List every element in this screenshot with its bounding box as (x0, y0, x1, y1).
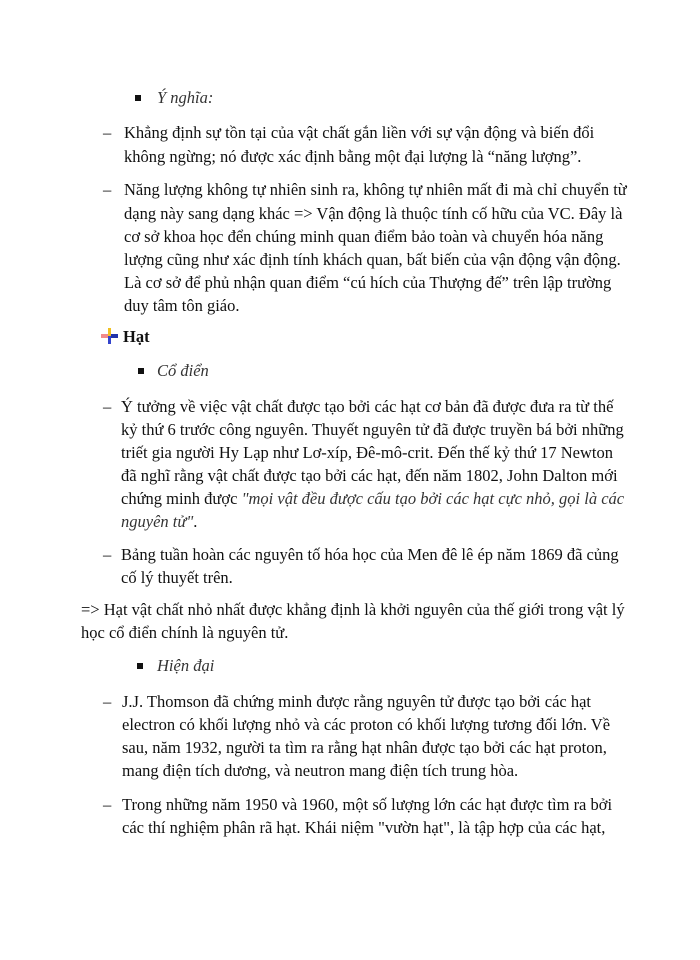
text-line: dạng này sang dạng khác => Vận động là thuộc tính cố hữu của VC. Đây là (124, 204, 623, 223)
conclusion-line: học cổ điển chính là nguyên tử. (81, 623, 289, 642)
text-line: J.J. Thomson đã chứng minh được rằng nguyên tử được tạo bởi các hạt (122, 692, 592, 711)
text-line: Là cơ sở để phủ nhận quan điểm “cú hích của Thượng đế” trên lập trường (124, 273, 612, 292)
text-line: triết gia người Hy Lạp như Lơ-xíp, Đê-mô-crit. Đến thế kỷ thứ 17 Newton (121, 443, 613, 462)
text-line: không ngừng; nó được xác định bằng một đại lượng là “năng lượng”. (124, 147, 582, 166)
dash-bullet: – (103, 180, 112, 199)
text-line: kỷ thứ 6 trước công nguyên. Thuyết nguyên tử đã được truyền bá bởi những (121, 420, 624, 439)
text-line: duy tâm tôn giáo. (124, 296, 240, 315)
text-line: sau, năm 1932, người ta tìm ra rằng hạt nhân được tạo bởi các hạt proton, (122, 738, 607, 757)
text-line: Khẳng định sự tồn tại của vật chất gắn liền với sự vận động và biến đổi (124, 123, 595, 142)
text-line: lượng cũng như xác định tính khách quan, bất biến của vận động vận động. (124, 250, 621, 269)
text-plain: . (193, 512, 198, 531)
dash-bullet: – (103, 692, 112, 711)
text-line: Ý tưởng về việc vật chất được tạo bởi các hạt cơ bản đã được đưa ra từ thế (121, 397, 614, 416)
dash-bullet: – (103, 123, 112, 142)
text-line (121, 512, 197, 532)
quote-italic: "mọi vật đều được cấu tạo bởi các hạt cực nhỏ, gọi là các (241, 489, 625, 508)
text-line: electron có khối lượng nhỏ và các proton có khối lượng tương đối lớn. Về (122, 715, 611, 734)
conclusion-line: => Hạt vật chất nhỏ nhất được khẳng định là khởi nguyên của thế giới trong vật lý (81, 600, 625, 619)
text-line: mang điện tích dương, và neutron mang điện tích trung hòa. (122, 761, 519, 780)
square-bullet-icon (138, 368, 144, 374)
dash-bullet: – (103, 545, 112, 564)
square-bullet-icon (137, 663, 143, 669)
dash-bullet: – (103, 795, 112, 814)
text-line: cố lý thuyết trên. (121, 568, 233, 587)
text-plain: chứng minh được (121, 489, 242, 508)
quote-italic: nguyên tử" (121, 512, 194, 531)
subheading-co-dien: Cổ điển (157, 361, 209, 380)
text-line: Bảng tuần hoàn các nguyên tố hóa học của Men đê lê ép năm 1869 đã củng (121, 545, 619, 564)
square-bullet-icon (135, 95, 141, 101)
text-line (121, 489, 624, 509)
text-line: cơ sở khoa học đển chúng minh quan điểm bảo toàn và chuyển hóa năng (124, 227, 604, 246)
colored-star-bullet-icon (101, 328, 119, 344)
dash-bullet: – (103, 397, 112, 416)
text-line: đã nghĩ rằng vật chất được tạo bởi các hạt, đến năm 1802, John Dalton mới (121, 466, 618, 485)
subheading-hien-dai: Hiện đại (157, 656, 215, 675)
heading-hat: Hạt (123, 327, 150, 346)
text-line: các thí nghiệm phân rã hạt. Khái niệm "vườn hạt", là tập hợp của các hạt, (122, 818, 606, 837)
text-line: Trong những năm 1950 và 1960, một số lượng lớn các hạt được tìm ra bởi (122, 795, 613, 814)
text-line: Năng lượng không tự nhiên sinh ra, không tự nhiên mất đi mà chỉ chuyển từ (124, 180, 627, 199)
subheading-y-nghia: Ý nghĩa: (157, 88, 214, 107)
